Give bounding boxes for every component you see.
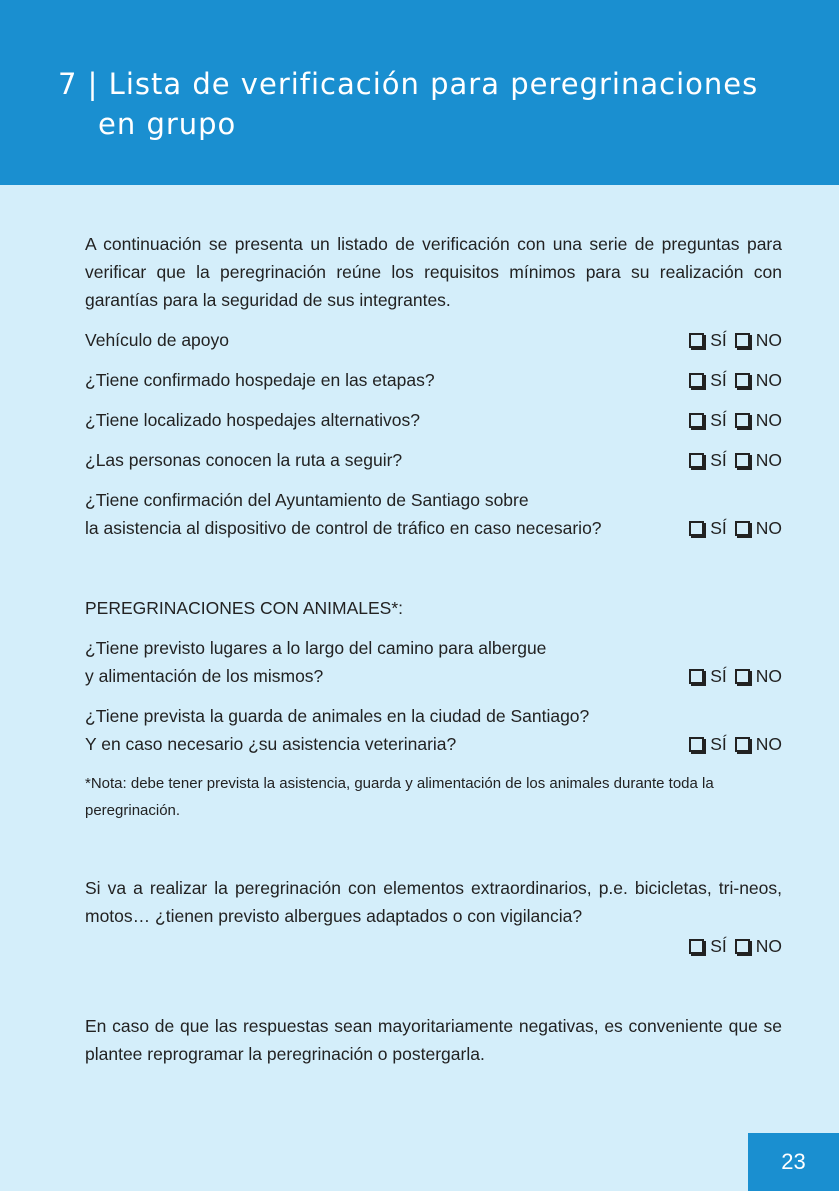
no-label: NO: [755, 370, 782, 390]
animals-section-heading: PEREGRINACIONES CON ANIMALES*:: [85, 598, 403, 618]
yes-no-options: [689, 406, 782, 434]
question-text: Vehículo de apoyo: [85, 330, 230, 350]
question-text: Y en caso necesario ¿su asistencia veterinaria?: [85, 734, 457, 754]
closing-paragraph: En caso de que las respuestas sean mayoritariamente negativas, es conveniente que se plantee reprogramar la peregrinación o postergarla.: [85, 1016, 782, 1064]
yes-no-options: [689, 366, 782, 394]
yes-label: SÍ: [710, 330, 727, 350]
yes-checkbox[interactable]: [689, 939, 704, 954]
question-text: ¿Tiene confirmación del Ayuntamiento de Santiago sobre: [85, 490, 529, 510]
main-content: [85, 230, 782, 1068]
yes-checkbox[interactable]: [689, 521, 704, 536]
yes-no-options: [689, 932, 782, 960]
animals-note: *Nota: debe tener prevista la asistencia, guarda y alimentación de los animales durante toda la peregrinación.: [85, 775, 714, 819]
yes-checkbox[interactable]: [689, 333, 704, 348]
no-checkbox[interactable]: [735, 333, 750, 348]
no-label: NO: [755, 734, 782, 754]
no-label: NO: [755, 936, 782, 956]
extra-question-text: Si va a realizar la peregrinación con elementos extraordinarios, p.e. bicicletas, tri-neos, motos… ¿tienen previsto albergues adaptados o con vigilancia?: [85, 878, 782, 926]
checklist-row: [85, 446, 782, 474]
yes-checkbox[interactable]: [689, 669, 704, 684]
checklist-row: [85, 366, 782, 394]
yes-label: SÍ: [710, 734, 727, 754]
intro-paragraph: A continuación se presenta un listado de verificación con una serie de preguntas para verificar que la peregrinación reúne los requisitos mínimos para su realización con garantías para la seguridad de sus integrantes.: [85, 234, 782, 310]
checklist-row: [85, 326, 782, 354]
no-checkbox[interactable]: [735, 669, 750, 684]
no-label: NO: [755, 410, 782, 430]
yes-label: SÍ: [710, 666, 727, 686]
yes-checkbox[interactable]: [689, 373, 704, 388]
question-text: ¿Tiene previsto lugares a lo largo del camino para albergue: [85, 638, 547, 658]
question-text: ¿Tiene localizado hospedajes alternativos?: [85, 410, 420, 430]
no-checkbox[interactable]: [735, 737, 750, 752]
no-label: NO: [755, 450, 782, 470]
yes-checkbox[interactable]: [689, 453, 704, 468]
extra-question-block: [85, 874, 782, 960]
title-line-2: en grupo: [98, 107, 237, 141]
checklist-row: [85, 634, 782, 690]
yes-label: SÍ: [710, 450, 727, 470]
no-checkbox[interactable]: [735, 373, 750, 388]
no-label: NO: [755, 666, 782, 686]
yes-label: SÍ: [710, 936, 727, 956]
question-text: ¿Tiene prevista la guarda de animales en la ciudad de Santiago?: [85, 706, 590, 726]
yes-no-options: [689, 514, 782, 542]
question-text: la asistencia al dispositivo de control de tráfico en caso necesario?: [85, 518, 602, 538]
page-header: [0, 0, 839, 185]
checklist-row: [85, 486, 782, 542]
yes-no-options: [689, 326, 782, 354]
page-title: [58, 64, 758, 144]
no-checkbox[interactable]: [735, 939, 750, 954]
yes-checkbox[interactable]: [689, 737, 704, 752]
page-number: 23: [748, 1133, 839, 1191]
checklist-row: [85, 406, 782, 434]
question-text: y alimentación de los mismos?: [85, 666, 324, 686]
no-checkbox[interactable]: [735, 521, 750, 536]
yes-no-options: [689, 730, 782, 758]
no-checkbox[interactable]: [735, 453, 750, 468]
checklist-row: [85, 702, 782, 758]
no-checkbox[interactable]: [735, 413, 750, 428]
no-label: NO: [755, 518, 782, 538]
question-text: ¿Tiene confirmado hospedaje en las etapas?: [85, 370, 435, 390]
yes-label: SÍ: [710, 410, 727, 430]
yes-label: SÍ: [710, 370, 727, 390]
title-line-1: 7 | Lista de verificación para peregrinaciones: [58, 67, 759, 101]
yes-no-options: [689, 662, 782, 690]
yes-no-options: [689, 446, 782, 474]
question-text: ¿Las personas conocen la ruta a seguir?: [85, 450, 403, 470]
no-label: NO: [755, 330, 782, 350]
yes-checkbox[interactable]: [689, 413, 704, 428]
yes-label: SÍ: [710, 518, 727, 538]
